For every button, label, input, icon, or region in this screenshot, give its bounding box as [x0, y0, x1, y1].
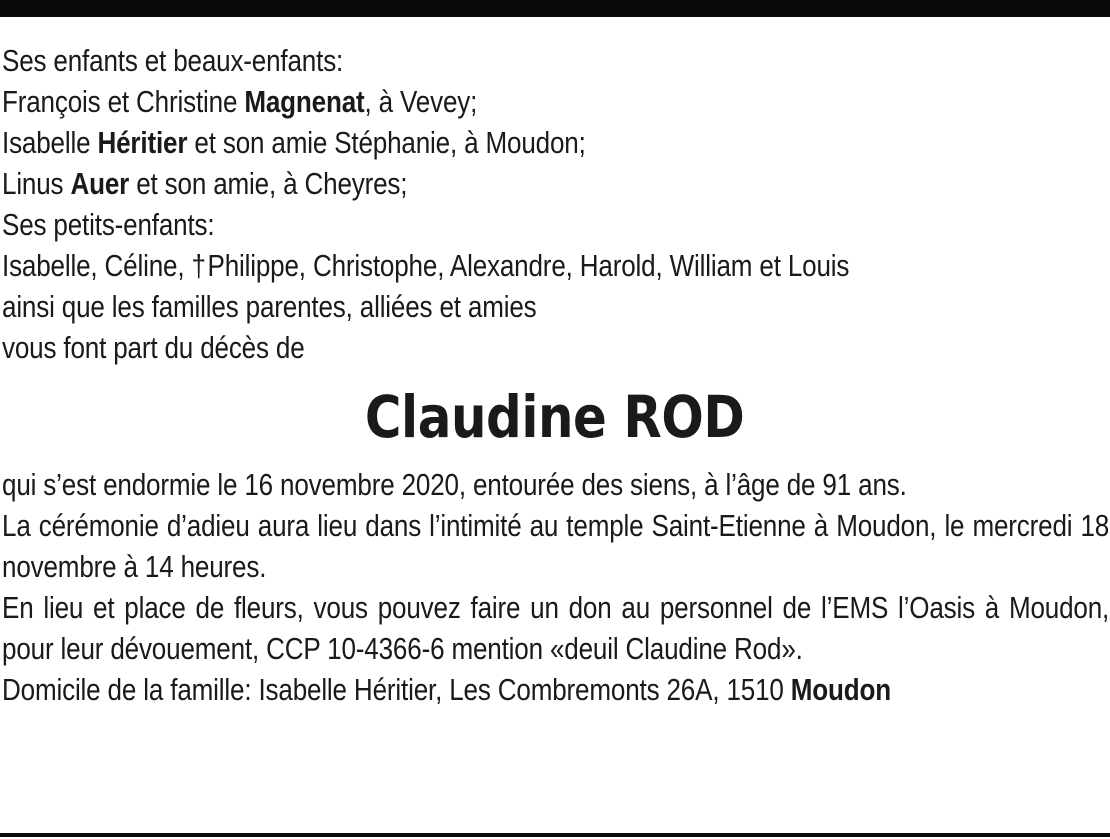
obituary-notice — [2, 40, 1108, 710]
family-line-text: et son amie, à Cheyres; — [129, 166, 408, 201]
family-line-text: , à Vevey; — [364, 84, 478, 119]
top-border-rule — [0, 0, 1110, 17]
grandchildren-list — [2, 245, 931, 286]
family-line-heritier — [2, 122, 931, 163]
death-details: qui s’est endormie le 16 novembre 2020, entourée des siens, à l’âge de 91 ans. — [2, 467, 907, 502]
family-line-text: Isabelle — [2, 125, 98, 160]
donation-details: En lieu et place de fleurs, vous pouvez faire un don au personnel de l’EMS l’Oasis à Moudon, pour leur dévouement, CCP 10-4366-6 mention «deuil Claudine Rod». — [2, 590, 1110, 666]
grandchildren-text: Philippe, Christophe, Alexandre, Harold, William et Louis — [207, 248, 850, 283]
family-surname: Héritier — [97, 125, 188, 160]
family-line-text: François et Christine — [2, 84, 245, 119]
family-surname: Magnenat — [244, 84, 365, 119]
domicile-text: Domicile de la famille: Isabelle Héritier, Les Combremonts 26A, 1510 — [2, 672, 791, 707]
family-line-text: et son amie Stéphanie, à Moudon; — [187, 125, 586, 160]
domicile-town: Moudon — [790, 672, 892, 707]
deceased-name-block — [2, 370, 1108, 464]
bottom-border-rule — [0, 833, 1110, 837]
family-surname: Auer — [70, 166, 130, 201]
children-heading: Ses enfants et beaux-enfants: — [2, 43, 344, 78]
domicile-line — [2, 669, 1109, 710]
family-line-magnenat — [2, 81, 931, 122]
ceremony-details: La cérémonie d’adieu aura lieu dans l’intimité au temple Saint-Etienne à Moudon, le mercredi 18 novembre à 14 heures. — [2, 508, 1110, 584]
family-line-text: Linus — [2, 166, 71, 201]
announce-line: vous font part du décès de — [2, 330, 305, 365]
grandchildren-heading: Ses petits-enfants: — [2, 207, 215, 242]
family-line-auer — [2, 163, 931, 204]
grandchildren-text: Isabelle, Céline, — [2, 248, 192, 283]
dagger-cross-icon: † — [191, 248, 206, 283]
deceased-name: Claudine ROD — [365, 383, 745, 451]
relatives-line: ainsi que les familles parentes, alliées et amies — [2, 289, 537, 324]
